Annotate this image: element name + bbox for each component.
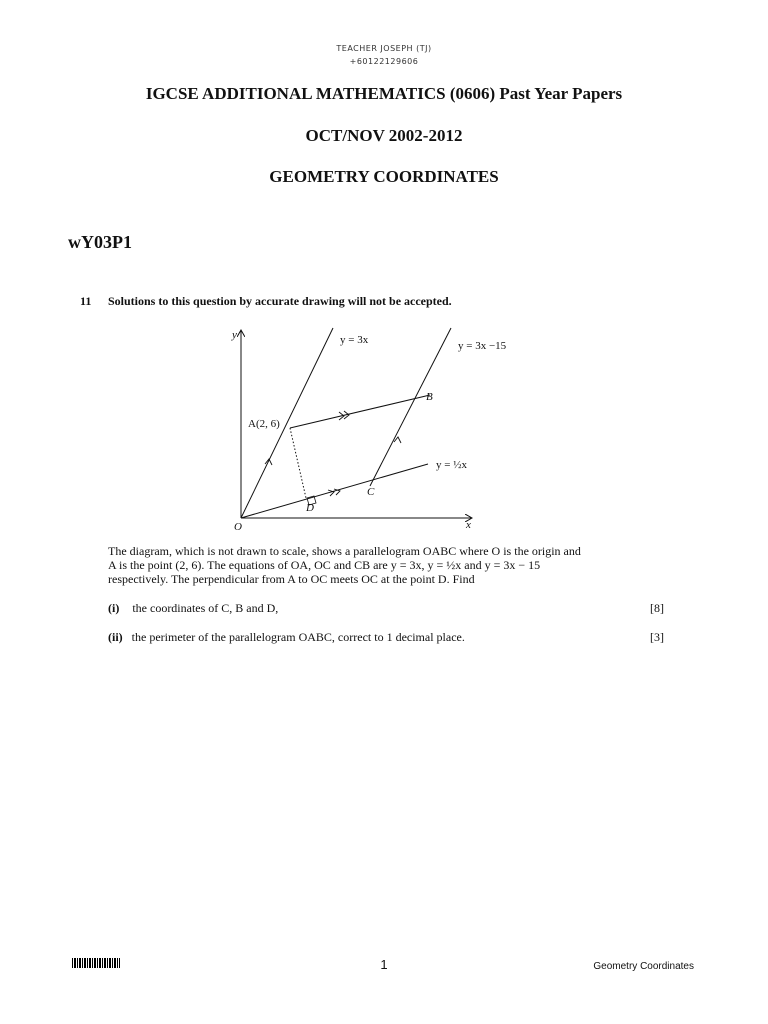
page-number: 1 <box>380 957 388 972</box>
footer-topic: Geometry Coordinates <box>593 961 694 972</box>
point-a-label: A(2, 6) <box>248 418 280 430</box>
topic-title: GEOMETRY COORDINATES <box>269 167 499 186</box>
main-title: IGCSE ADDITIONAL MATHEMATICS (0606) Past Year Papers <box>145 84 623 103</box>
origin-label: O <box>234 521 242 533</box>
part-i <box>108 601 278 616</box>
section-code: wY03P1 <box>68 232 132 252</box>
part-ii-text: the perimeter of the parallelogram OABC, correct to 1 decimal place. <box>131 630 465 644</box>
paragraph-line: A is the point (2, 6). The equations of OA, OC and CB are y = 3x, y = ½x and y = 3x − 15 <box>108 558 541 572</box>
question-heading: Solutions to this question by accurate drawing will not be accepted. <box>108 294 452 308</box>
part-i-text: the coordinates of C, B and D, <box>132 601 279 615</box>
geometry-diagram <box>220 318 520 540</box>
line-oa-label: y = 3x <box>340 334 369 346</box>
point-b-label: B <box>426 391 433 403</box>
date-range-title: OCT/NOV 2002-2012 <box>305 126 463 145</box>
part-i-label: (i) <box>108 601 120 615</box>
phone-header: +60122129606 <box>349 57 419 66</box>
line-ab <box>290 395 430 428</box>
question-number: 11 <box>80 294 92 308</box>
paragraph-line: The diagram, which is not drawn to scale, shows a parallelogram OABC where O is the origin and <box>108 544 581 558</box>
part-ii <box>108 630 465 645</box>
part-i-marks: [8] <box>650 601 664 615</box>
parallel-arrows-ab <box>339 411 349 420</box>
question-paragraph <box>108 544 664 586</box>
y-axis-label: y <box>232 329 237 341</box>
line-oc-label: y = ½x <box>436 459 467 471</box>
point-c-label: C <box>367 486 375 498</box>
author-header: TEACHER JOSEPH (TJ) <box>336 44 432 53</box>
part-ii-marks: [3] <box>650 630 664 644</box>
part-ii-label: (ii) <box>108 630 123 644</box>
perpendicular-ad <box>290 428 306 498</box>
line-oc <box>241 464 428 518</box>
line-cb-label: y = 3x −15 <box>458 340 507 352</box>
x-axis-label: x <box>466 519 471 531</box>
point-d-label: D <box>306 502 314 514</box>
paragraph-line: respectively. The perpendicular from A to OC meets OC at the point D. Find <box>108 572 475 586</box>
